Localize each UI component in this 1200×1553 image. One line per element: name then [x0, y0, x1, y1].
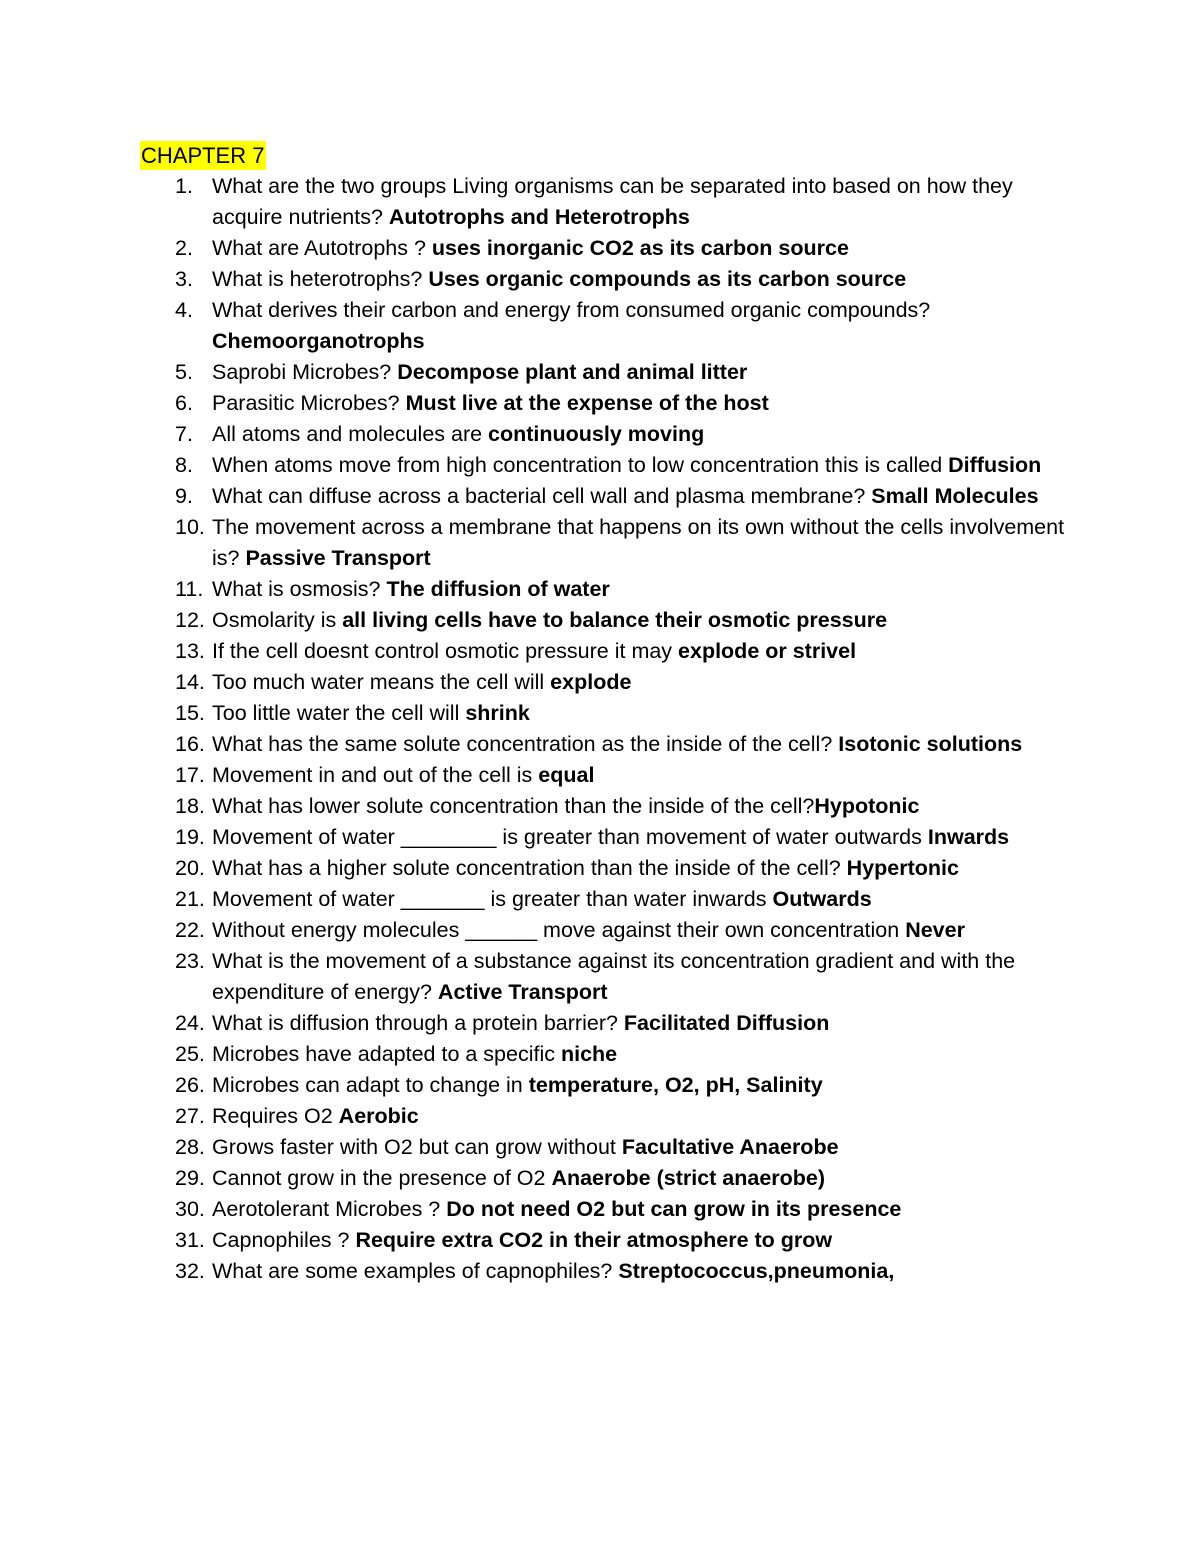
- question-text: What is osmosis?: [212, 577, 387, 601]
- item-number: 12.: [175, 608, 205, 632]
- item-number: 17.: [175, 763, 205, 787]
- answer-text: Streptococcus,pneumonia,: [618, 1259, 895, 1283]
- item-number: 27.: [175, 1104, 205, 1128]
- item-number: 25.: [175, 1042, 205, 1066]
- item-number: 6.: [175, 391, 193, 415]
- question-text: Movement of water _______ is greater than water inwards: [212, 887, 773, 911]
- question-text: What are the two groups Living organisms can be separated into based on how they acquire nutrients?: [212, 174, 1013, 229]
- item-number: 16.: [175, 732, 205, 756]
- answer-text: Chemoorganotrophs: [212, 329, 425, 353]
- item-number: 20.: [175, 856, 205, 880]
- item-number: 18.: [175, 794, 205, 818]
- item-number: 21.: [175, 887, 205, 911]
- answer-text: Must live at the expense of the host: [405, 391, 769, 415]
- answer-text: shrink: [465, 701, 530, 725]
- item-number: 15.: [175, 701, 205, 725]
- answer-text: uses inorganic CO2 as its carbon source: [431, 236, 849, 260]
- item-number: 4.: [175, 298, 193, 322]
- list-item: [0, 791, 1072, 822]
- item-number: 9.: [175, 484, 193, 508]
- question-text: Movement of water ________ is greater than movement of water outwards: [212, 825, 928, 849]
- list-item: [0, 512, 1072, 574]
- answer-text: Uses organic compounds as its carbon source: [428, 267, 907, 291]
- question-text: What has the same solute concentration as the inside of the cell?: [212, 732, 839, 756]
- answer-text: explode or strivel: [678, 639, 857, 663]
- list-item: [0, 1194, 1072, 1225]
- list-item: [0, 357, 1072, 388]
- question-text: The movement across a membrane that happens on its own without the cells involvement is?: [212, 515, 1065, 570]
- question-text: What has lower solute concentration than the inside of the cell?: [212, 794, 815, 818]
- question-text: What is heterotrophs?: [212, 267, 429, 291]
- item-number: 32.: [175, 1259, 205, 1283]
- list-item: [0, 822, 1072, 853]
- list-item: [0, 884, 1072, 915]
- item-number: 24.: [175, 1011, 205, 1035]
- list-item: [0, 295, 1072, 357]
- answer-text: Facilitated Diffusion: [623, 1011, 830, 1035]
- question-text: Too much water means the cell will: [212, 670, 551, 694]
- answer-text: Hypotonic: [814, 794, 920, 818]
- question-text: Parasitic Microbes?: [212, 391, 406, 415]
- question-text: Microbes have adapted to a specific: [212, 1042, 561, 1066]
- list-item: [0, 481, 1072, 512]
- question-text: Saprobi Microbes?: [212, 360, 398, 384]
- question-text: Requires O2: [212, 1104, 339, 1128]
- list-item: [0, 233, 1072, 264]
- chapter-heading: CHAPTER 7: [141, 143, 265, 168]
- list-item: [0, 1070, 1072, 1101]
- list-item: [0, 729, 1072, 760]
- question-text: If the cell doesnt control osmotic pressure it may: [212, 639, 679, 663]
- answer-text: equal: [538, 763, 595, 787]
- item-number: 22.: [175, 918, 205, 942]
- question-text: Cannot grow in the presence of O2: [212, 1166, 552, 1190]
- list-item: [0, 264, 1072, 295]
- answer-text: Anaerobe (strict anaerobe): [551, 1166, 826, 1190]
- list-item: [0, 1163, 1072, 1194]
- item-number: 19.: [175, 825, 205, 849]
- answer-text: all living cells have to balance their osmotic pressure: [342, 608, 888, 632]
- item-number: 28.: [175, 1135, 205, 1159]
- list-item: [0, 667, 1072, 698]
- item-number: 23.: [175, 949, 205, 973]
- list-item: [0, 1039, 1072, 1070]
- question-text: What has a higher solute concentration than the inside of the cell?: [212, 856, 847, 880]
- answer-text: Require extra CO2 in their atmosphere to grow: [355, 1228, 833, 1252]
- list-item: [0, 1256, 1072, 1287]
- answer-text: Do not need O2 but can grow in its presence: [446, 1197, 902, 1221]
- answer-text: Aerobic: [338, 1104, 419, 1128]
- list-item: [0, 1132, 1072, 1163]
- answer-text: Small Molecules: [871, 484, 1039, 508]
- question-text: Aerotolerant Microbes ?: [212, 1197, 447, 1221]
- question-text: Movement in and out of the cell is: [212, 763, 539, 787]
- item-number: 31.: [175, 1228, 205, 1252]
- list-item: [0, 946, 1072, 1008]
- answer-text: Passive Transport: [245, 546, 431, 570]
- list-item: [0, 171, 1072, 233]
- item-number: 10.: [175, 515, 205, 539]
- question-text: What are Autotrophs ?: [212, 236, 432, 260]
- answer-text: Outwards: [772, 887, 872, 911]
- answer-text: Inwards: [927, 825, 1010, 849]
- answer-text: Decompose plant and animal litter: [397, 360, 748, 384]
- question-text: What is the movement of a substance against its concentration gradient and with the expenditure of energy?: [212, 949, 1016, 1004]
- item-number: 7.: [175, 422, 193, 446]
- question-text: What can diffuse across a bacterial cell wall and plasma membrane?: [212, 484, 872, 508]
- item-number: 5.: [175, 360, 193, 384]
- answer-text: explode: [550, 670, 632, 694]
- list-item: [0, 853, 1072, 884]
- item-number: 13.: [175, 639, 205, 663]
- answer-text: Isotonic solutions: [838, 732, 1023, 756]
- list-item: [0, 388, 1072, 419]
- question-text: Without energy molecules ______ move against their own concentration: [212, 918, 906, 942]
- answer-text: Autotrophs and Heterotrophs: [388, 205, 690, 229]
- question-text: What are some examples of capnophiles?: [212, 1259, 619, 1283]
- item-number: 8.: [175, 453, 193, 477]
- question-text: All atoms and molecules are: [212, 422, 489, 446]
- answer-text: Active Transport: [437, 980, 608, 1004]
- answer-text: temperature, O2, pH, Salinity: [528, 1073, 823, 1097]
- list-item: [0, 698, 1072, 729]
- question-text: Microbes can adapt to change in: [212, 1073, 529, 1097]
- question-text: What derives their carbon and energy from consumed organic compounds?: [212, 298, 931, 322]
- list-item: [0, 1101, 1072, 1132]
- question-text: Osmolarity is: [212, 608, 343, 632]
- question-text: What is diffusion through a protein barrier?: [212, 1011, 624, 1035]
- answer-text: continuously moving: [488, 422, 705, 446]
- answer-text: niche: [560, 1042, 618, 1066]
- item-number: 26.: [175, 1073, 205, 1097]
- question-text: Capnophiles ?: [212, 1228, 356, 1252]
- question-text: When atoms move from high concentration to low concentration this is called: [212, 453, 949, 477]
- question-text: Too little water the cell will: [212, 701, 466, 725]
- answer-text: Diffusion: [948, 453, 1042, 477]
- list-item: [0, 450, 1072, 481]
- list-item: [0, 574, 1072, 605]
- list-item: [0, 1008, 1072, 1039]
- list-item: [0, 760, 1072, 791]
- item-number: 2.: [175, 236, 193, 260]
- answer-text: Facultative Anaerobe: [621, 1135, 839, 1159]
- item-number: 3.: [175, 267, 193, 291]
- item-number: 14.: [175, 670, 205, 694]
- list-item: [0, 915, 1072, 946]
- item-number: 1.: [175, 174, 193, 198]
- question-list: [0, 171, 1200, 1287]
- list-item: [0, 1225, 1072, 1256]
- item-number: 11.: [175, 577, 204, 601]
- item-number: 30.: [175, 1197, 205, 1221]
- list-item: [0, 419, 1072, 450]
- question-text: Grows faster with O2 but can grow without: [212, 1135, 622, 1159]
- answer-text: Never: [905, 918, 965, 942]
- item-number: 29.: [175, 1166, 205, 1190]
- answer-text: Hypertonic: [846, 856, 959, 880]
- answer-text: The diffusion of water: [386, 577, 610, 601]
- list-item: [0, 605, 1072, 636]
- list-item: [0, 636, 1072, 667]
